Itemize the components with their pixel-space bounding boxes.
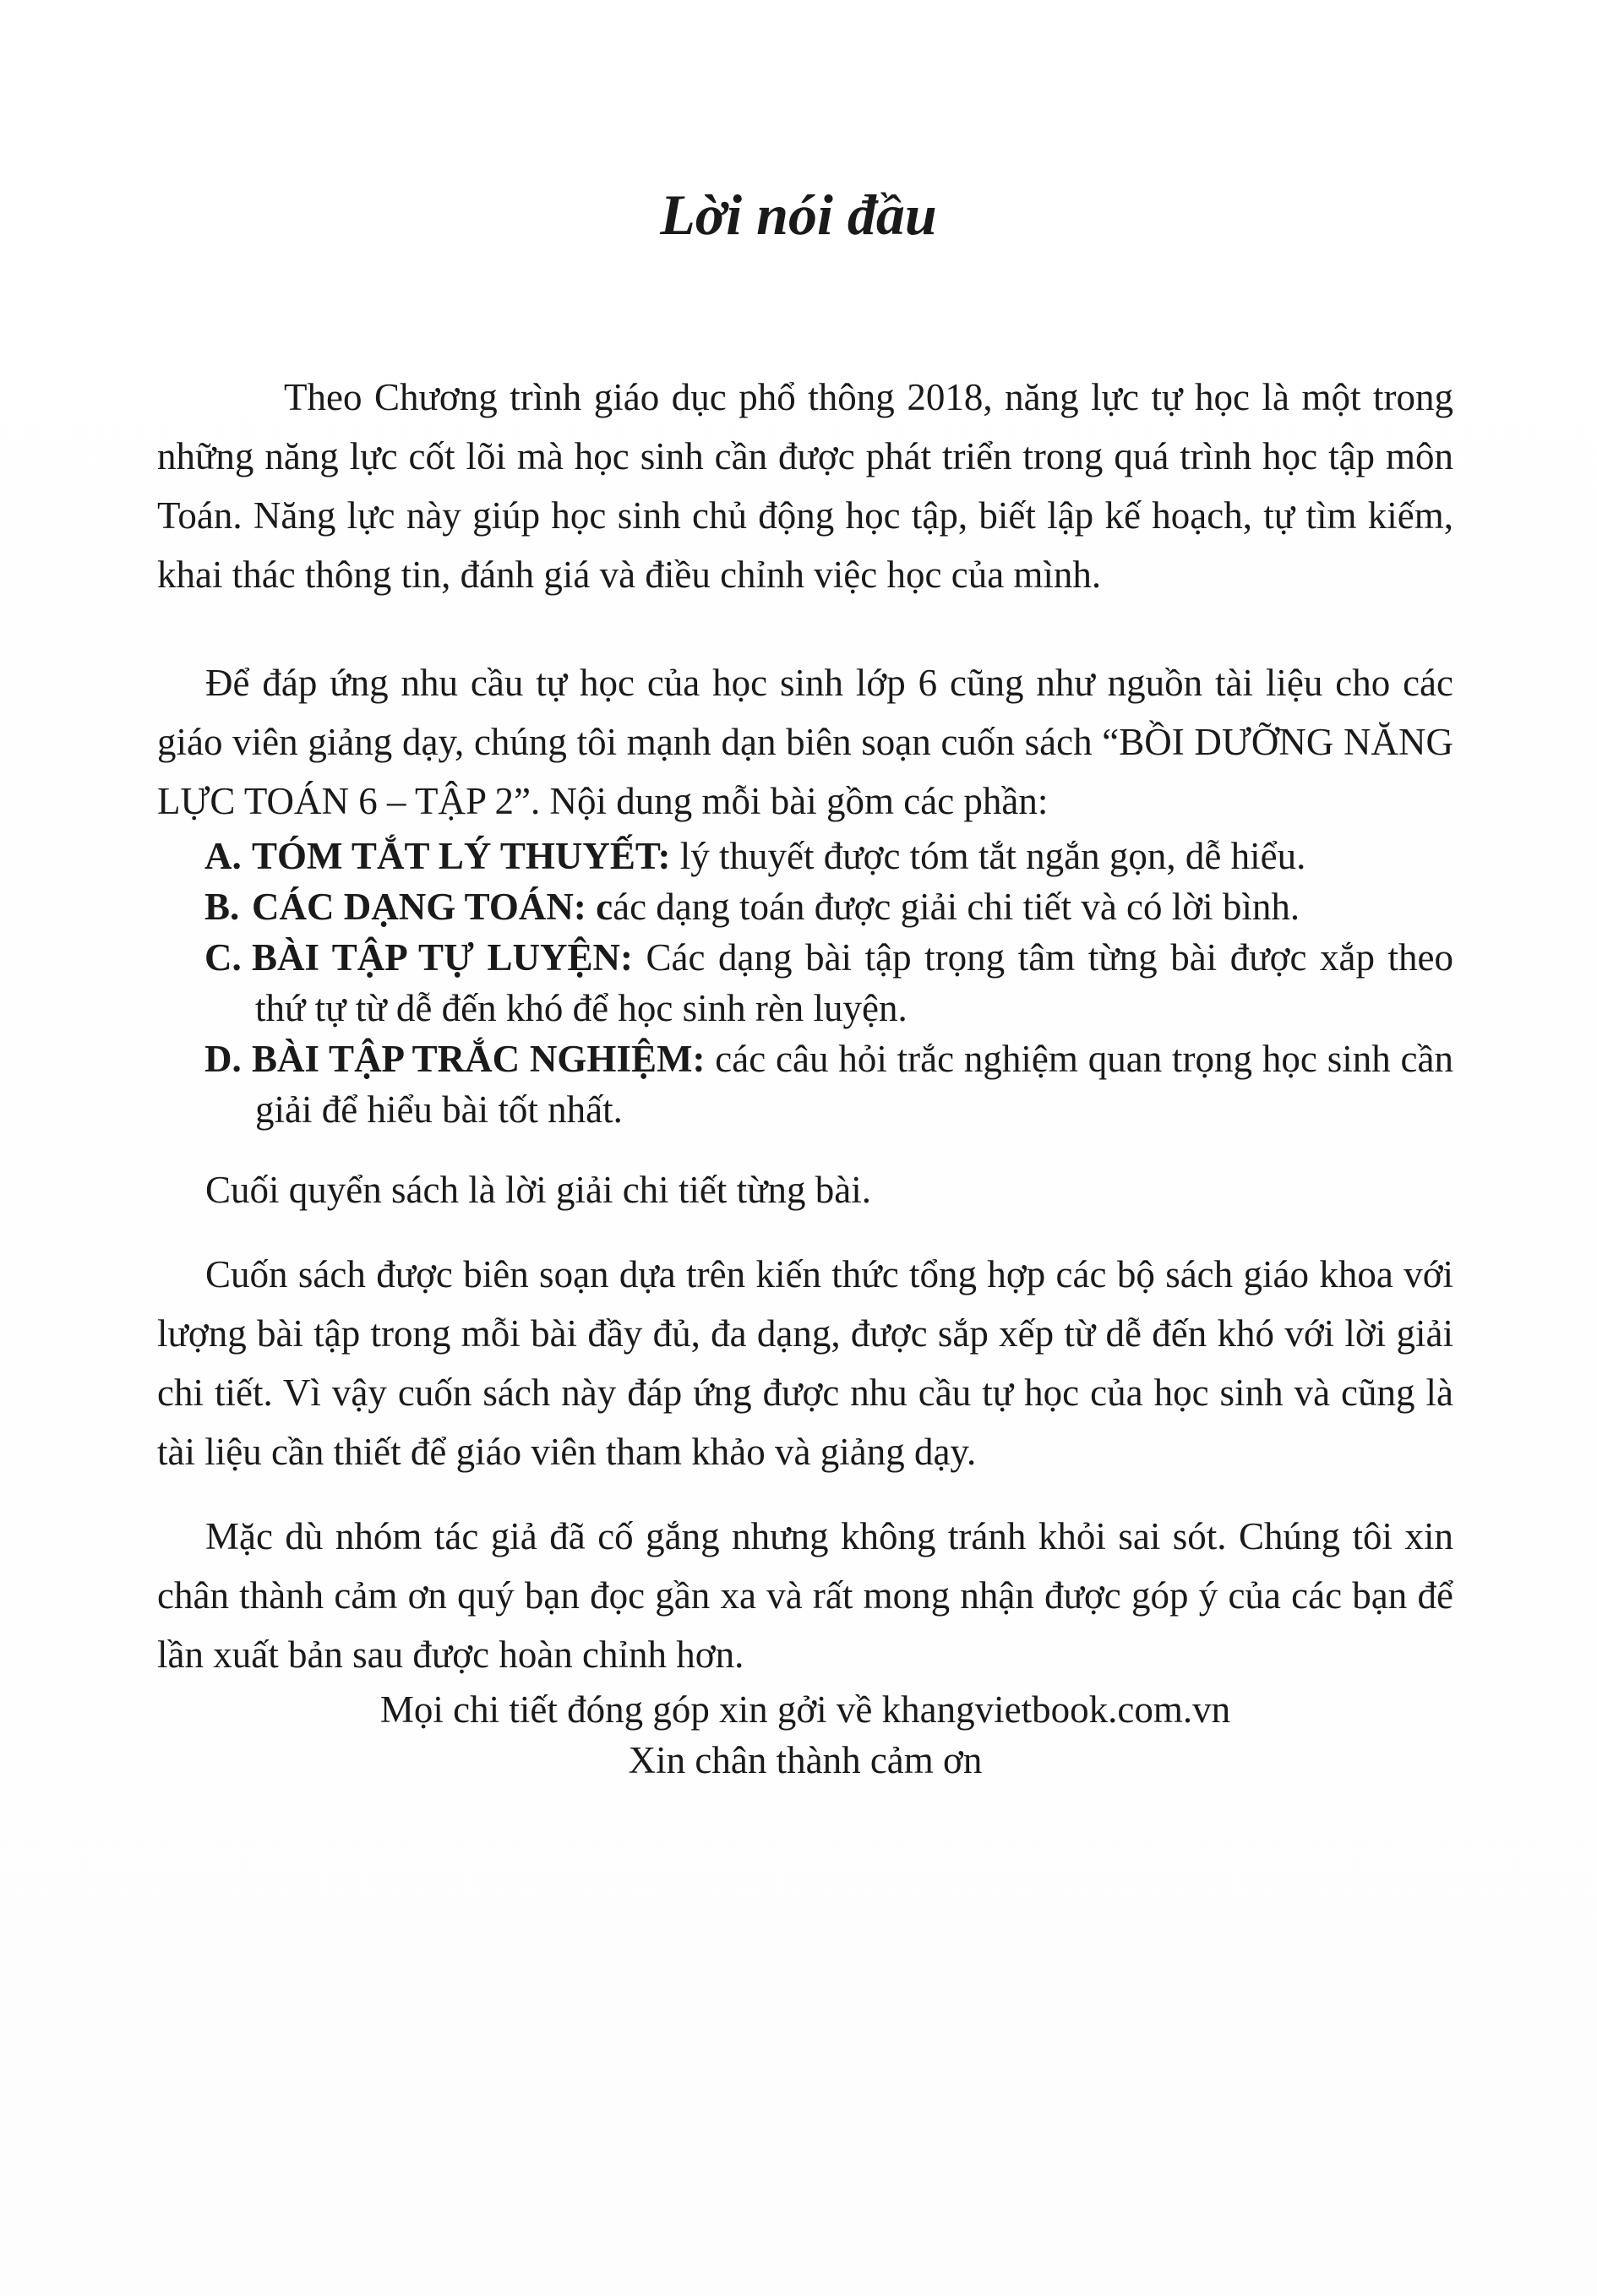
section-text: các câu hỏi trắc nghiệm quan trọng học sinh cần giải để hiểu bài tốt nhất. bbox=[255, 1038, 1453, 1131]
section-text: Các dạng bài tập trọng tâm từng bài được xắp theo thứ tự từ dễ đến khó để học sinh rèn luyện. bbox=[255, 936, 1453, 1029]
intro-paragraph-1: Theo Chương trình giáo dục phổ thông 2018, năng lực tự học là một trong những năng lực cốt lõi mà học sinh cần được phát triển trong quá trình học tập môn Toán. Năng lực này giúp học sinh chủ động học tập, biết lập kế hoạch, tự tìm kiếm, khai thác thông tin, đánh giá và điều chỉnh việc học của mình. bbox=[157, 376, 1453, 596]
closing-paragraph-3: Mặc dù nhóm tác giả đã cố gắng nhưng không tránh khỏi sai sót. Chúng tôi xin chân thành cảm ơn quý bạn đọc gần xa và rất mong nhận được góp ý của các bạn để lần xuất bản sau được hoàn chỉnh hơn. bbox=[157, 1515, 1453, 1676]
section-item-b bbox=[157, 881, 1453, 932]
section-text: lý thuyết được tóm tắt ngắn gọn, dễ hiểu. bbox=[670, 835, 1306, 877]
section-heading: BÀI TẬP TRẮC NGHIỆM: bbox=[252, 1038, 706, 1080]
section-item-a bbox=[157, 831, 1453, 881]
page-title: Lời nói đầu bbox=[660, 183, 937, 247]
closing-paragraph-1: Cuối quyển sách là lời giải chi tiết từng bài. bbox=[205, 1169, 872, 1211]
section-item-c bbox=[157, 932, 1453, 1033]
section-label: C. bbox=[204, 936, 242, 979]
closing-paragraph-2: Cuốn sách được biên soạn dựa trên kiến thức tổng hợp các bộ sách giáo khoa với lượng bài tập trong mỗi bài đầy đủ, đa dạng, được sắp xếp từ dễ đến khó với lời giải chi tiết. Vì vậy cuốn sách này đáp ứng được nhu cầu tự học của học sinh và cũng là tài liệu cần thiết để giáo viên tham khảo và giảng dạy. bbox=[157, 1253, 1453, 1473]
section-label: A. bbox=[204, 835, 242, 877]
section-heading: TÓM TẮT LÝ THUYẾT: bbox=[252, 835, 671, 877]
section-label: B. bbox=[204, 886, 240, 928]
section-list bbox=[157, 831, 1453, 1135]
contact-line: Mọi chi tiết đóng góp xin gởi về khangvietbook.com.vn bbox=[379, 1688, 1231, 1731]
section-label: D. bbox=[204, 1038, 242, 1080]
intro-paragraph-2: Để đáp ứng nhu cầu tự học của học sinh lớp 6 cũng như nguồn tài liệu cho các giáo viên giảng dạy, chúng tôi mạnh dạn biên soạn cuốn sách “BỒI DƯỠNG NĂNG LỰC TOÁN 6 – TẬP 2”. Nội dung mỗi bài gồm các phần: bbox=[157, 662, 1453, 822]
section-heading: BÀI TẬP TỰ LUYỆN: bbox=[252, 936, 633, 979]
section-item-d bbox=[157, 1033, 1453, 1135]
section-heading: CÁC DẠNG TOÁN: c bbox=[252, 886, 613, 928]
thanks-line: Xin chân thành cảm ơn bbox=[628, 1739, 983, 1781]
document-body bbox=[157, 368, 1453, 1786]
section-text: ác dạng toán được giải chi tiết và có lời bình. bbox=[613, 886, 1300, 928]
